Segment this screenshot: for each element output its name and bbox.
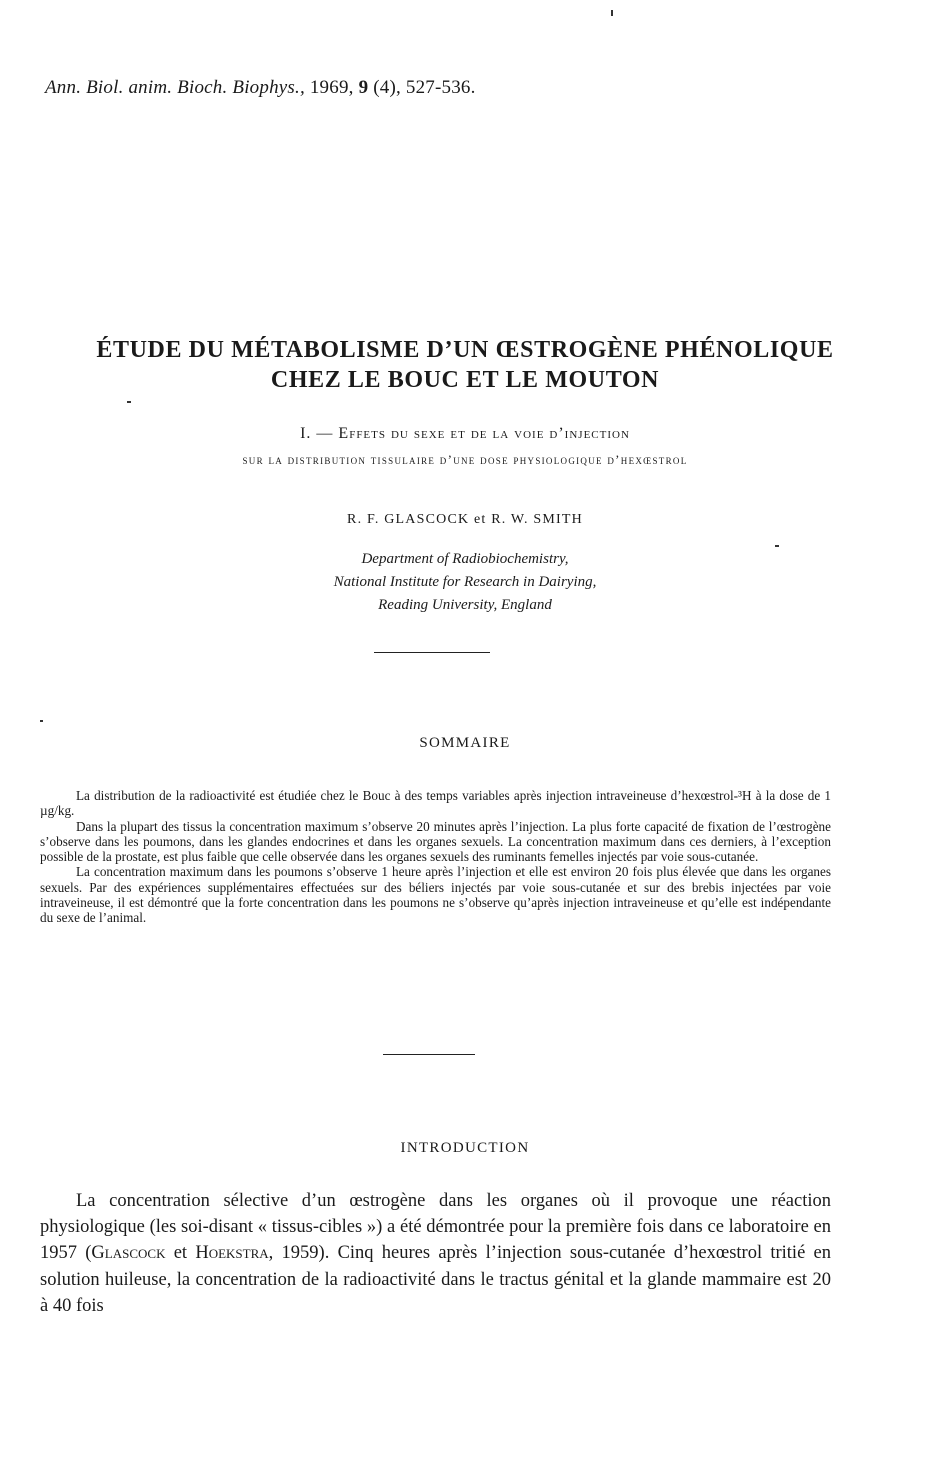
introduction-paragraph: [40, 1188, 831, 1319]
abstract: [40, 788, 831, 926]
journal-citation: [45, 77, 476, 99]
abstract-heading: SOMMAIRE: [419, 735, 511, 751]
citation-separator: ,: [348, 77, 359, 98]
divider: [383, 1054, 475, 1055]
scan-speck: [775, 545, 779, 547]
citation-issue-pages: (4), 527-536.: [368, 77, 476, 98]
intro-text: , 1959). Cinq heures après l’injection sous-cutanée d’hexœstrol tritié en solution huileuse, la concentration de la radioactivité dans le tractus génital et la glande mammaire est 20 à 40 fois: [40, 1243, 831, 1316]
citation-author: Glascock: [91, 1243, 166, 1264]
journal-name: Ann. Biol. anim. Bioch. Biophys.: [45, 77, 300, 98]
citation-author: Hoekstra: [195, 1243, 269, 1264]
abstract-paragraph: Dans la plupart des tissus la concentration maximum s’observe 20 minutes après l’injection. La plus forte capacité de fixation de l’œstrogène s’observe dans les poumons, dans les glandes endocrines et dans les organes sexuels. La concentration maximum dans ces derniers, à l’exception possible de la prostate, est plus faible que celle observée dans les organes sexuels des ruminants femelles injectés par voie sous-cutanée.: [40, 818, 831, 865]
scan-speck: [611, 10, 613, 16]
intro-text: La concentration sélective d’un œstrogène dans les organes où il provoque une réaction physiologique (les soi-disant « tissus-cibles ») a été démontrée pour la première fois dans ce laboratoire en 1957 (: [40, 1191, 831, 1264]
subtitle-line-2: sur la distribution tissulaire d’une dose physiologique d’hexœstrol: [242, 452, 688, 467]
affiliation-department: Department of Radiobiochemistry,: [361, 551, 569, 567]
authors: R. F. GLASCOCK et R. W. SMITH: [347, 512, 583, 527]
introduction-body: [40, 1188, 831, 1319]
subtitle-line-1: I. — Effets du sexe et de la voie d’injection: [300, 425, 630, 442]
introduction-heading: INTRODUCTION: [400, 1140, 530, 1156]
scan-speck: [40, 720, 43, 722]
affiliation-university: Reading University, England: [378, 597, 552, 613]
citation-year: 1969: [309, 77, 349, 98]
abstract-paragraph: La distribution de la radioactivité est étudiée chez le Bouc à des temps variables après injection intraveineuse d’hexœstrol-³H à la dose de 1 µg/kg.: [40, 788, 831, 819]
intro-text: et: [165, 1243, 196, 1264]
abstract-paragraph: La concentration maximum dans les poumons s’observe 1 heure après l’injection et elle est environ 20 fois plus élevée que dans les organes sexuels. Par des expériences supplémentaires effectuées sur des béliers injectés par voie sous-cutanée et sur des brebis injectées par voie intraveineuse, il est démontré que la forte concentration dans les poumons ne s’observe qu’après injection intraveineuse et qu’elle est indépendante du sexe de l’animal.: [40, 864, 831, 926]
divider: [374, 652, 490, 653]
citation-volume: 9: [358, 77, 369, 98]
affiliation-institute: National Institute for Research in Dairying,: [333, 574, 597, 590]
citation-separator: ,: [299, 77, 310, 98]
scan-speck: [127, 401, 131, 403]
title-line-1: ÉTUDE DU MÉTABOLISME D’UN ŒSTROGÈNE PHÉNOLIQUE: [96, 337, 834, 363]
title-line-2: CHEZ LE BOUC ET LE MOUTON: [270, 367, 660, 393]
